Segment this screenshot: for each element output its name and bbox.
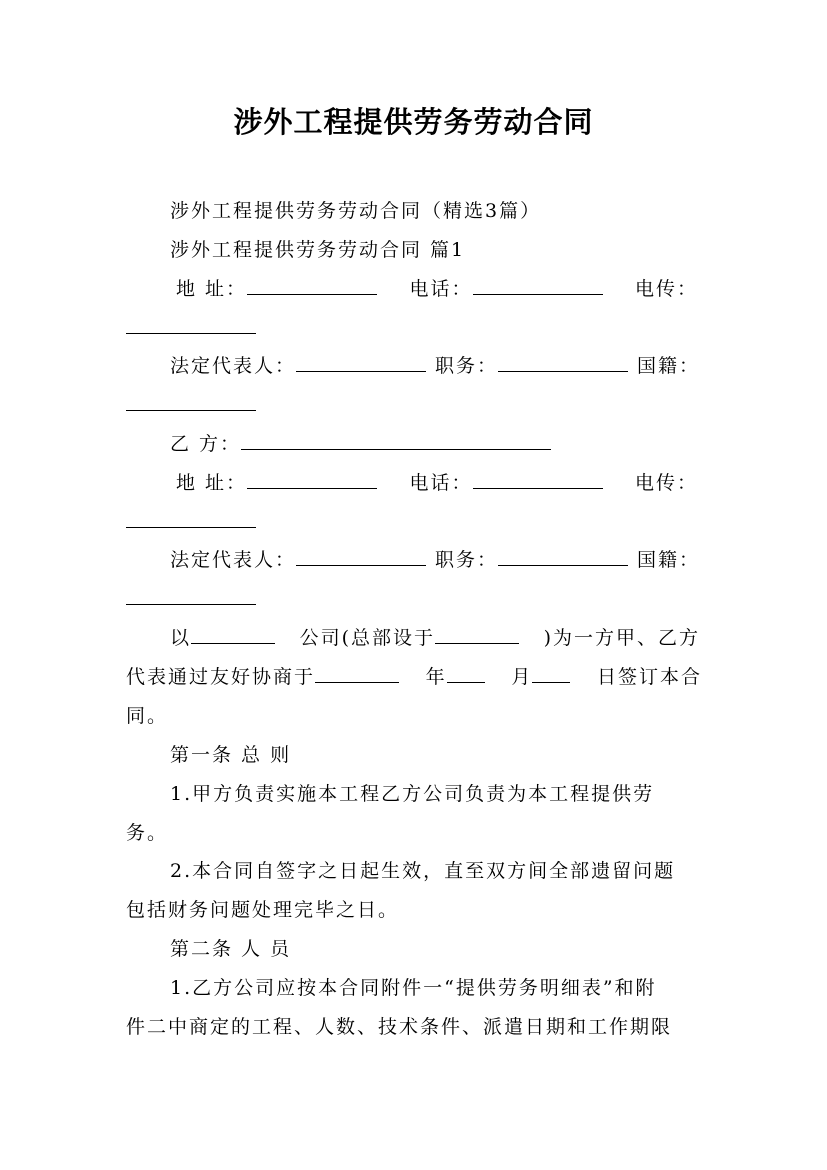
- fax-blank-row: [126, 509, 702, 535]
- address-field: [176, 470, 377, 496]
- legal-rep-field: [170, 547, 426, 573]
- intro-text-e: 日签订本合: [596, 666, 702, 688]
- party-b-blank: [241, 431, 551, 450]
- article-1-item-2-line-2: 包括财务问题处理完毕之日。: [126, 899, 400, 921]
- legal-rep-label: 法定代表人：: [170, 549, 297, 571]
- nationality-label: 国籍：: [636, 549, 700, 571]
- party-b-rep-row: [170, 547, 700, 573]
- document-title: 涉外工程提供劳务劳动合同: [233, 105, 594, 139]
- party-a-rep-row: [170, 353, 700, 379]
- nationality-label: 国籍：: [636, 355, 700, 377]
- legal-rep-label: 法定代表人：: [170, 355, 297, 377]
- address-label: 地 址：: [176, 278, 248, 300]
- intro-part-4: [426, 664, 485, 690]
- article-2-item-1-line-1: 1.乙方公司应按本合同附件一“提供劳务明细表”和附: [170, 977, 657, 999]
- intro-line-2: [126, 664, 702, 690]
- position-label: 职务：: [434, 355, 498, 377]
- position-field: [435, 353, 628, 379]
- contract-heading: 涉外工程提供劳务劳动合同 篇1: [170, 239, 466, 261]
- phone-field: [410, 276, 603, 302]
- intro-part-2: [300, 625, 519, 651]
- nationality-blank-row: [126, 586, 702, 612]
- party-b-row: [170, 431, 702, 457]
- intro-part-3: [126, 664, 399, 690]
- article-2-item-1-line-2: 件二中商定的工程、人数、技术条件、派遣日期和工作期限: [126, 1016, 673, 1038]
- fax-blank: [126, 315, 256, 334]
- intro-text-c: )为一方甲、乙方: [543, 627, 700, 649]
- month-label: 月: [511, 666, 533, 688]
- intro-text-b: 公司(总部设于: [299, 627, 435, 649]
- fax-label: 电传：: [634, 472, 698, 494]
- legal-rep-field: [170, 353, 426, 379]
- article-1-item-1-line-2: 务。: [126, 822, 169, 844]
- intro-text-a: 以: [170, 627, 192, 649]
- document-subtitle: 涉外工程提供劳务劳动合同（精选3篇）: [170, 200, 542, 222]
- party-b-label: 乙 方：: [170, 433, 242, 455]
- position-label: 职务：: [434, 549, 498, 571]
- intro-line-3: 同。: [126, 705, 169, 727]
- nationality-blank: [126, 392, 256, 411]
- article-1-item-2-line-1: 2.本合同自签字之日起生效，直至双方间全部遗留问题: [170, 860, 676, 882]
- nationality-blank: [126, 586, 256, 605]
- fax-label: 电传：: [634, 278, 698, 300]
- party-a-contact-row: [176, 276, 698, 302]
- nationality-blank-row: [126, 392, 702, 418]
- phone-blank: [473, 276, 603, 295]
- phone-label: 电话：: [409, 472, 473, 494]
- legal-rep-blank: [296, 547, 426, 566]
- article-1-item-1-line-1: 1.甲方负责实施本工程乙方公司负责为本工程提供劳: [170, 783, 655, 805]
- fax-blank: [126, 509, 256, 528]
- legal-rep-blank: [296, 353, 426, 372]
- fax-blank-row: [126, 315, 702, 341]
- day-blank: [532, 664, 570, 683]
- position-field: [435, 547, 628, 573]
- company-blank: [191, 625, 275, 644]
- position-blank: [498, 353, 628, 372]
- address-field: [176, 276, 377, 302]
- year-label: 年: [425, 666, 447, 688]
- year-blank: [315, 664, 399, 683]
- intro-line-1: [170, 625, 700, 651]
- position-blank: [498, 547, 628, 566]
- phone-blank: [473, 470, 603, 489]
- phone-label: 电话：: [409, 278, 473, 300]
- address-blank: [247, 470, 377, 489]
- party-b-contact-row: [176, 470, 698, 496]
- article-2-title: 第二条 人 员: [170, 938, 292, 960]
- intro-text-d: 代表通过友好协商于: [126, 666, 316, 688]
- address-label: 地 址：: [176, 472, 248, 494]
- hq-blank: [435, 625, 519, 644]
- intro-part-5: [511, 664, 570, 690]
- article-1-title: 第一条 总 则: [170, 744, 292, 766]
- intro-part-1: [170, 625, 275, 651]
- phone-field: [410, 470, 603, 496]
- month-blank: [447, 664, 485, 683]
- address-blank: [247, 276, 377, 295]
